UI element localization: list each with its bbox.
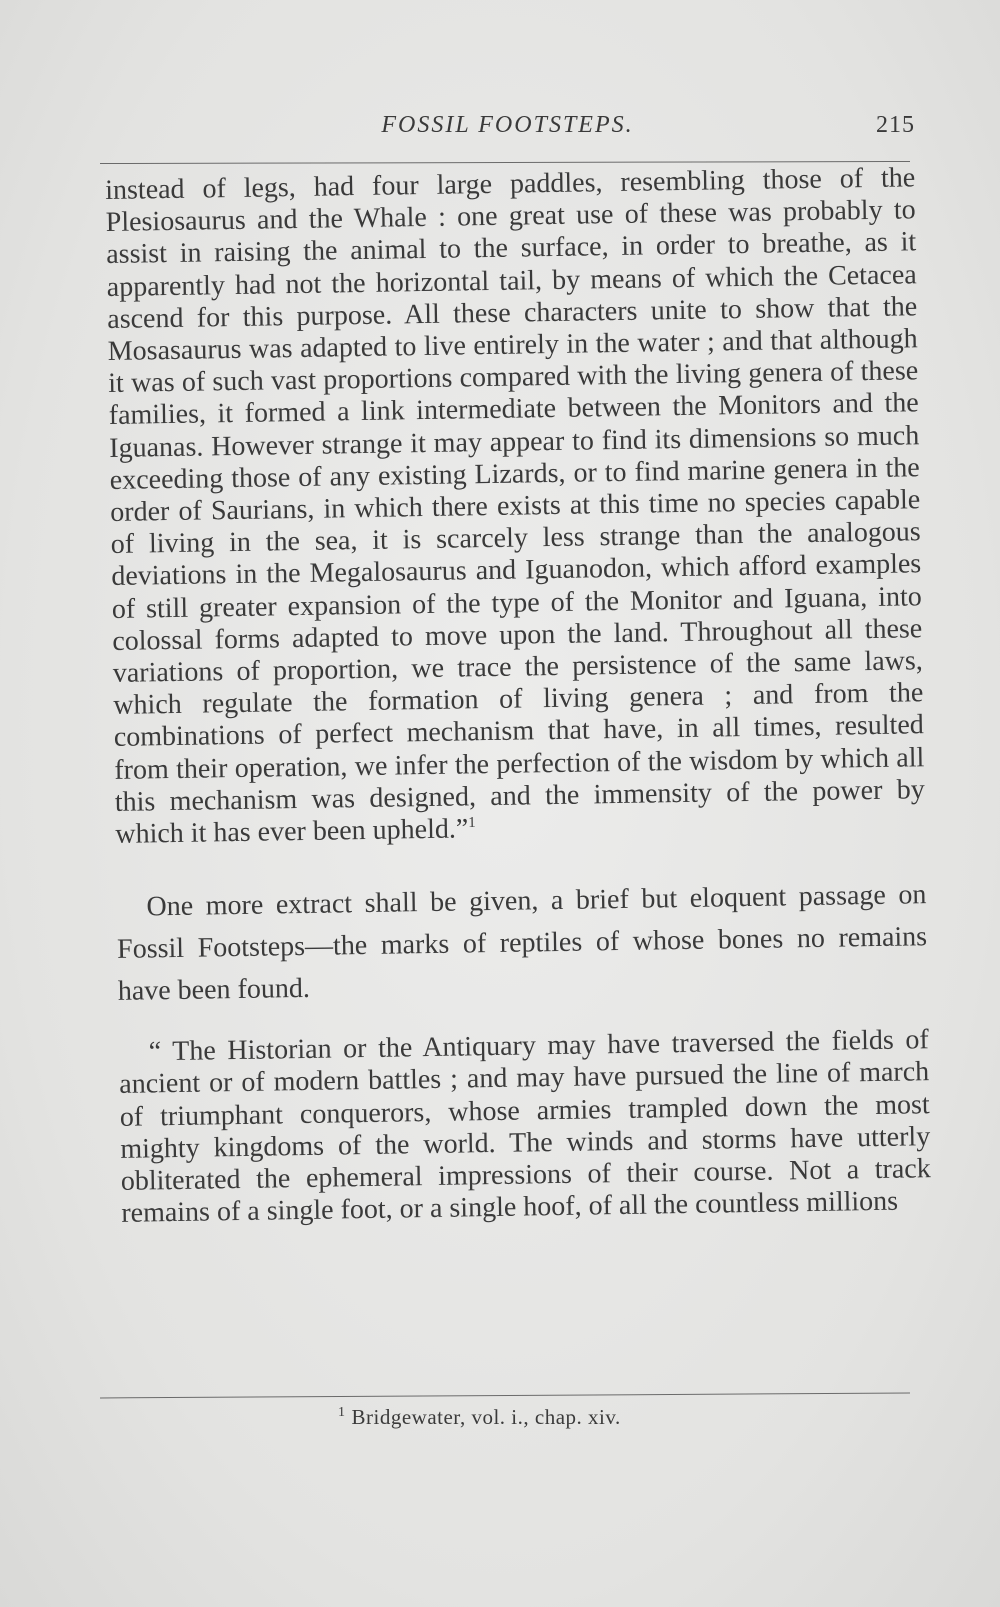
footnote-marker: 1 [338,1405,346,1420]
footnote-rule [100,1393,910,1399]
footnote-text: Bridgewater, vol. i., chap. xiv. [351,1405,621,1429]
paragraph-text: instead of legs, had four large paddles, resembling those of the Plesiosaurus and the Whale : one great use of these was probably to assist in raising the animal to the surface, in order to breathe, as it apparently had not the horizontal tail, by means of which the Cetacea ascend for this purpose. All these characters unite to show that the Mosasaurus was adapted to live entirely in the water ; and that although it was of such vast proportions compared with the living genera of these families, it formed a link intermediate between the Monitors and the Iguanas. However strange it may appear to find its dimensions so much exceeding those of any existing Lizards, or to find marine genera in the order of Saurians, in which there exists at this time no species capable of living in the sea, it is scarcely less strange than the analogous deviations in the Megalosaurus and Iguanodon, which afford examples of still greater expansion of the type of the Monitor and Iguana, into colossal forms adapted to move upon the land. Throughout all these variations of proportion, we trace the persistence of the same laws, which regulate the formation of living genera ; and from the combinations of perfect mechanism that have, in all times, resulted from their operation, we infer the perfection of the wisdom by which all this mechanism was designed, and the immensity of the power by which it has ever been upheld.” [105,162,925,850]
paragraph [105,162,926,851]
page-header [100,112,915,152]
body-text [105,162,931,1230]
footnote [338,1405,621,1430]
paragraph: One more extract shall be given, a brief but eloquent passage on Fossil Footsteps—the marks of reptiles of whose bones no remains have been found. [116,879,928,1008]
paragraph: “ The Historian or the Antiquary may have traversed the fields of ancient or of modern battles ; and may have pursued the line of march of triumphant conquerors, whose armies trampled down the most mighty kingdoms of the world. The winds and storms have utterly obliterated the ephemeral impressions of their course. Not a track remains of a single foot, or a single hoof, of all the countless millions [119,1024,931,1230]
running-head: FOSSIL FOOTSTEPS. [381,112,634,138]
page-number: 215 [876,112,915,138]
footnote-reference: 1 [468,814,476,832]
